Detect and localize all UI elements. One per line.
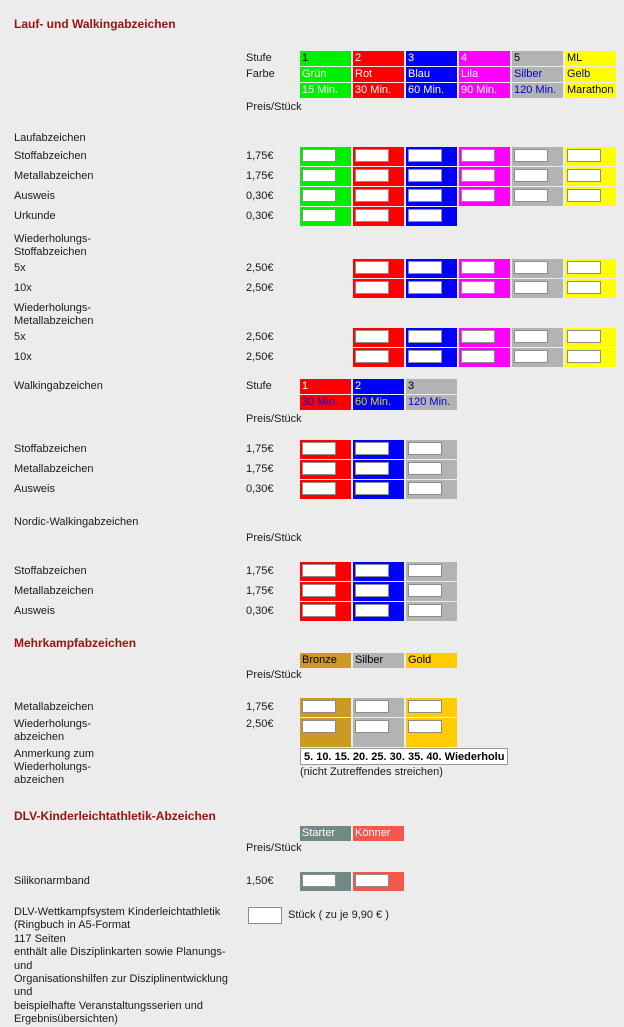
- price-label: 2,50€: [246, 351, 274, 363]
- header-cell: Starter: [300, 826, 351, 841]
- row-label: Ausweis: [14, 483, 55, 495]
- lauf-stufe-cells: [300, 51, 616, 66]
- header-cell: ML: [565, 51, 616, 66]
- quantity-input[interactable]: [355, 169, 389, 182]
- header-cell: Silber: [512, 67, 563, 82]
- wettkampfsystem-description: [14, 906, 246, 1027]
- blue-color-cell: [353, 602, 404, 621]
- price-label: 0,30€: [246, 483, 274, 495]
- quantity-input[interactable]: [567, 189, 601, 202]
- quantity-input[interactable]: [408, 261, 442, 274]
- quantity-input[interactable]: [302, 482, 336, 495]
- silver-color-cell: [353, 698, 404, 717]
- unit-price-label: Stück ( zu je 9,90 € ): [288, 909, 389, 921]
- silver-color-cell: [512, 167, 563, 186]
- row-label-line: abzeichen: [14, 731, 65, 743]
- header-cell: Silber: [353, 653, 404, 668]
- header-cell: 4: [459, 51, 510, 66]
- subheading-laufabzeichen: Laufabzeichen: [14, 132, 86, 144]
- price-label: 1,75€: [246, 170, 274, 182]
- silver-color-cell: [406, 440, 457, 459]
- blue-color-cell: [353, 460, 404, 479]
- green-color-cell: [300, 167, 351, 186]
- anmerkung-input[interactable]: [300, 748, 508, 765]
- quantity-input[interactable]: [514, 169, 548, 182]
- quantity-cells: [300, 460, 457, 479]
- description-line: enthält alle Disziplinkarten sowie Planungs- und: [14, 946, 226, 972]
- blue-color-cell: [406, 348, 457, 367]
- quantity-input[interactable]: [408, 604, 442, 617]
- price-label: 1,75€: [246, 701, 274, 713]
- silver-color-cell: [512, 328, 563, 347]
- magenta-color-cell: [459, 167, 510, 186]
- quantity-input[interactable]: [514, 281, 548, 294]
- yellow-color-cell: [565, 167, 616, 186]
- silver-color-cell: [512, 259, 563, 278]
- quantity-input[interactable]: [514, 350, 548, 363]
- preis-stueck-label: Preis/Stück: [246, 532, 302, 544]
- anmerkung-label-line: Wiederholungs-: [14, 761, 92, 773]
- price-label: 1,75€: [246, 585, 274, 597]
- order-row-nordic-stoff: [14, 562, 624, 581]
- quantity-input[interactable]: [514, 330, 548, 343]
- price-label: 0,30€: [246, 605, 274, 617]
- yellow-color-cell: [565, 279, 616, 298]
- green-color-cell: [300, 207, 351, 226]
- blue-color-cell: [353, 562, 404, 581]
- walking-header-row-zeit: [14, 395, 624, 410]
- yellow-color-cell: [565, 187, 616, 206]
- quantity-cells: [353, 348, 616, 367]
- quantity-cells: [300, 582, 457, 601]
- quantity-cells: [300, 440, 457, 459]
- quantity-input[interactable]: [302, 720, 336, 733]
- quantity-cells: [300, 207, 457, 226]
- quantity-cells: [300, 147, 616, 166]
- order-row-mehrkampf-wdh: [14, 718, 624, 747]
- blue-color-cell: [406, 328, 457, 347]
- header-cell: 120 Min.: [512, 83, 563, 98]
- quantity-input[interactable]: [461, 169, 495, 182]
- quantity-input[interactable]: [514, 189, 548, 202]
- silver-color-cell: [512, 348, 563, 367]
- order-row-wdh-metall-10x: [14, 348, 624, 367]
- quantity-input[interactable]: [408, 350, 442, 363]
- header-cell: Marathon: [565, 83, 616, 98]
- gold-color-cell: [406, 718, 457, 747]
- anmerkung-label-line: abzeichen: [14, 774, 65, 786]
- quantity-cells: [300, 562, 457, 581]
- blue-color-cell: [406, 207, 457, 226]
- order-row-urkunde: [14, 207, 624, 226]
- order-row-walking-stoff: [14, 440, 624, 459]
- quantity-input[interactable]: [302, 462, 336, 475]
- description-line: Organisationshilfen zur Disziplinentwicklung und: [14, 973, 228, 999]
- row-label: 10x: [14, 351, 32, 363]
- bronze-color-cell: [300, 698, 351, 717]
- quantity-input[interactable]: [461, 330, 495, 343]
- wettkampfsystem-row: [14, 906, 624, 1027]
- quantity-input[interactable]: [567, 350, 601, 363]
- lauf-header-row-zeit: [14, 83, 624, 98]
- red-color-cell: [300, 602, 351, 621]
- quantity-input[interactable]: [302, 584, 336, 597]
- silver-color-cell: [406, 602, 457, 621]
- price-label: 2,50€: [246, 282, 274, 294]
- price-label: 1,75€: [246, 443, 274, 455]
- quantity-input[interactable]: [355, 261, 389, 274]
- quantity-input[interactable]: [567, 149, 601, 162]
- quantity-input[interactable]: [302, 700, 336, 713]
- gold-color-cell: [406, 698, 457, 717]
- description-line: beispielhafte Veranstaltungsserien und: [14, 999, 203, 1012]
- price-label: 2,50€: [246, 718, 274, 730]
- row-label: 5x: [14, 262, 26, 274]
- quantity-input[interactable]: [355, 189, 389, 202]
- quantity-input[interactable]: [567, 261, 601, 274]
- anmerkung-row: [14, 748, 624, 787]
- row-label: Silikonarmband: [14, 875, 90, 887]
- row-label: Stoffabzeichen: [14, 443, 87, 455]
- price-label: 1,75€: [246, 150, 274, 162]
- order-row-walking-metall: [14, 460, 624, 479]
- header-cell: 60 Min.: [406, 83, 457, 98]
- order-row-silikonarmband: [14, 872, 624, 891]
- mehrkampf-preis-row: [14, 669, 624, 682]
- lauf-farbe-cells: [300, 67, 616, 82]
- nordic-preis-row: [14, 532, 624, 545]
- order-row-walking-ausweis: [14, 480, 624, 499]
- row-label: Metallabzeichen: [14, 701, 94, 713]
- quantity-cells: [300, 187, 616, 206]
- red-color-cell: [353, 207, 404, 226]
- quantity-input[interactable]: [461, 189, 495, 202]
- order-row-wdh-metall-5x: [14, 328, 624, 347]
- yellow-color-cell: [565, 348, 616, 367]
- quantity-input[interactable]: [355, 330, 389, 343]
- quantity-input[interactable]: [408, 584, 442, 597]
- red-color-cell: [300, 460, 351, 479]
- header-cell: 30 Min.: [300, 395, 351, 410]
- header-cell: Rot: [353, 67, 404, 82]
- stufe-label: Stufe: [246, 380, 272, 392]
- stufe-label: Stufe: [246, 52, 272, 64]
- quantity-input[interactable]: [514, 149, 548, 162]
- kinder-header-row: [14, 826, 624, 841]
- price-label: 1,75€: [246, 565, 274, 577]
- price-label: 2,50€: [246, 262, 274, 274]
- red-color-cell: [300, 582, 351, 601]
- description-line: (Ringbuch in A5-Format: [14, 919, 131, 932]
- spacer: [14, 682, 624, 698]
- header-cell: Gelb: [565, 67, 616, 82]
- quantity-input[interactable]: [355, 604, 389, 617]
- quantity-input[interactable]: [248, 907, 282, 924]
- red-color-cell: [353, 348, 404, 367]
- red-color-cell: [353, 147, 404, 166]
- preis-stueck-label: Preis/Stück: [246, 669, 302, 681]
- quantity-cells: [353, 259, 616, 278]
- spacer: [14, 545, 624, 562]
- quantity-input[interactable]: [461, 281, 495, 294]
- header-cell: Grün: [300, 67, 351, 82]
- header-cell: 1: [300, 51, 351, 66]
- header-cell: 3: [406, 51, 457, 66]
- row-label: Metallabzeichen: [14, 585, 94, 597]
- blue-color-cell: [406, 259, 457, 278]
- quantity-input[interactable]: [567, 330, 601, 343]
- red-color-cell: [300, 562, 351, 581]
- description-line: Ergebnisübersichten): [14, 1013, 118, 1026]
- header-cell: Könner: [353, 826, 404, 841]
- header-cell: Bronze: [300, 653, 351, 668]
- header-cell: 90 Min.: [459, 83, 510, 98]
- silver-color-cell: [512, 147, 563, 166]
- yellow-color-cell: [565, 259, 616, 278]
- section-title-mehrkampf: Mehrkampfabzeichen: [14, 636, 137, 650]
- header-cell: 60 Min.: [353, 395, 404, 410]
- description-line: 117 Seiten: [14, 932, 66, 945]
- quantity-input[interactable]: [302, 209, 336, 222]
- quantity-input[interactable]: [355, 720, 389, 733]
- magenta-color-cell: [459, 187, 510, 206]
- preis-stueck-label: Preis/Stück: [246, 842, 302, 854]
- header-cell: 2: [353, 379, 404, 394]
- quantity-input[interactable]: [302, 189, 336, 202]
- walking-stufe-cells: [300, 379, 457, 394]
- silver-color-cell: [353, 718, 404, 747]
- walking-header-row-stufe: [14, 379, 624, 394]
- row-label: Urkunde: [14, 210, 56, 222]
- subheading-line: Wiederholungs-: [14, 233, 92, 245]
- price-label: 0,30€: [246, 210, 274, 222]
- bronze-color-cell: [300, 718, 351, 747]
- quantity-input[interactable]: [355, 482, 389, 495]
- anmerkung-label-line: Anmerkung zum: [14, 748, 95, 760]
- silver-color-cell: [512, 187, 563, 206]
- quantity-cells: [353, 279, 616, 298]
- blue-color-cell: [353, 440, 404, 459]
- silver-color-cell: [406, 582, 457, 601]
- magenta-color-cell: [459, 328, 510, 347]
- red-color-cell: [300, 480, 351, 499]
- quantity-input[interactable]: [408, 330, 442, 343]
- quantity-input[interactable]: [461, 350, 495, 363]
- header-cell: 5: [512, 51, 563, 66]
- blue-color-cell: [353, 582, 404, 601]
- quantity-cells: [300, 480, 457, 499]
- section-title-kinder: DLV-Kinderleichtathletik-Abzeichen: [14, 809, 216, 823]
- silver-color-cell: [406, 480, 457, 499]
- kinder-header-cells: [300, 826, 404, 841]
- row-label: Stoffabzeichen: [14, 565, 87, 577]
- row-label-line: Wiederholungs-: [14, 718, 92, 730]
- quantity-input[interactable]: [302, 874, 336, 887]
- subheading-wdh-stoffabzeichen: [14, 233, 624, 259]
- quantity-input[interactable]: [408, 149, 442, 162]
- quantity-cells: [353, 328, 616, 347]
- koenner-color-cell: [353, 872, 404, 891]
- header-cell: Blau: [406, 67, 457, 82]
- red-color-cell: [353, 328, 404, 347]
- yellow-color-cell: [565, 147, 616, 166]
- wettkampfsystem-order-field: [246, 906, 389, 925]
- header-cell: 1: [300, 379, 351, 394]
- quantity-input[interactable]: [461, 149, 495, 162]
- red-color-cell: [353, 167, 404, 186]
- quantity-input[interactable]: [355, 442, 389, 455]
- lauf-header-row-stufe: [14, 51, 624, 66]
- header-cell: 30 Min.: [353, 83, 404, 98]
- subheading-line: Stoffabzeichen: [14, 246, 87, 258]
- red-color-cell: [300, 440, 351, 459]
- quantity-input[interactable]: [355, 584, 389, 597]
- header-cell: Lila: [459, 67, 510, 82]
- row-label: Stoffabzeichen: [14, 150, 87, 162]
- quantity-cells: [300, 698, 457, 717]
- quantity-input[interactable]: [408, 442, 442, 455]
- quantity-cells: [300, 167, 616, 186]
- quantity-input[interactable]: [567, 281, 601, 294]
- quantity-input[interactable]: [408, 462, 442, 475]
- silver-color-cell: [512, 279, 563, 298]
- quantity-input[interactable]: [408, 281, 442, 294]
- subheading-line: Metallabzeichen: [14, 315, 94, 327]
- lauf-zeit-cells: [300, 83, 616, 98]
- magenta-color-cell: [459, 348, 510, 367]
- quantity-input[interactable]: [408, 482, 442, 495]
- quantity-cells: [300, 602, 457, 621]
- farbe-label: Farbe: [246, 68, 275, 80]
- quantity-input[interactable]: [408, 209, 442, 222]
- red-color-cell: [353, 279, 404, 298]
- subheading-wdh-metallabzeichen: [14, 302, 624, 328]
- silver-color-cell: [406, 460, 457, 479]
- quantity-input[interactable]: [355, 281, 389, 294]
- header-cell: 2: [353, 51, 404, 66]
- walking-label: Walkingabzeichen: [14, 380, 103, 392]
- green-color-cell: [300, 187, 351, 206]
- header-cell: 3: [406, 379, 457, 394]
- quantity-input[interactable]: [461, 261, 495, 274]
- quantity-input[interactable]: [355, 564, 389, 577]
- section-title-lauf: Lauf- und Walkingabzeichen: [14, 17, 176, 31]
- red-color-cell: [353, 187, 404, 206]
- subheading-line: Wiederholungs-: [14, 302, 92, 314]
- lauf-preis-row: [14, 101, 624, 114]
- quantity-input[interactable]: [408, 564, 442, 577]
- quantity-input[interactable]: [355, 874, 389, 887]
- order-row-metallabzeichen: [14, 167, 624, 186]
- blue-color-cell: [406, 279, 457, 298]
- preis-stueck-label: Preis/Stück: [246, 101, 302, 113]
- quantity-input[interactable]: [408, 189, 442, 202]
- magenta-color-cell: [459, 279, 510, 298]
- row-label: Ausweis: [14, 605, 55, 617]
- quantity-input[interactable]: [408, 700, 442, 713]
- red-color-cell: [353, 259, 404, 278]
- anmerkung-note: (nicht Zutreffendes streichen): [300, 766, 443, 778]
- spacer: [14, 855, 624, 872]
- order-row-wdh-stoff-5x: [14, 259, 624, 278]
- quantity-input[interactable]: [355, 350, 389, 363]
- quantity-input[interactable]: [567, 169, 601, 182]
- walking-preis-row: [14, 413, 624, 426]
- quantity-input[interactable]: [355, 209, 389, 222]
- order-row-stoffabzeichen: [14, 147, 624, 166]
- walking-zeit-cells: [300, 395, 457, 410]
- price-label: 0,30€: [246, 190, 274, 202]
- order-row-nordic-metall: [14, 582, 624, 601]
- row-label: Metallabzeichen: [14, 170, 94, 182]
- quantity-input[interactable]: [514, 261, 548, 274]
- subheading-nordic: Nordic-Walkingabzeichen: [14, 516, 139, 528]
- quantity-input[interactable]: [355, 462, 389, 475]
- anmerkung-label: [14, 748, 246, 787]
- quantity-input[interactable]: [408, 169, 442, 182]
- lauf-header-row-farbe: [14, 67, 624, 82]
- kinder-preis-row: [14, 842, 624, 855]
- row-label: Metallabzeichen: [14, 463, 94, 475]
- order-row-mehrkampf-metall: [14, 698, 624, 717]
- header-cell: 15 Min.: [300, 83, 351, 98]
- silver-color-cell: [406, 562, 457, 581]
- description-line: DLV-Wettkampfsystem Kinderleichtathletik: [14, 906, 221, 918]
- order-row-ausweis: [14, 187, 624, 206]
- quantity-input[interactable]: [355, 149, 389, 162]
- quantity-input[interactable]: [302, 169, 336, 182]
- quantity-input[interactable]: [355, 700, 389, 713]
- price-label: 1,75€: [246, 463, 274, 475]
- yellow-color-cell: [565, 328, 616, 347]
- magenta-color-cell: [459, 259, 510, 278]
- quantity-input[interactable]: [302, 442, 336, 455]
- row-label: Ausweis: [14, 190, 55, 202]
- quantity-input[interactable]: [302, 149, 336, 162]
- blue-color-cell: [406, 167, 457, 186]
- price-label: 1,50€: [246, 875, 274, 887]
- mehrkampf-header-cells: [300, 653, 457, 668]
- row-label: 10x: [14, 282, 32, 294]
- blue-color-cell: [353, 480, 404, 499]
- blue-color-cell: [406, 187, 457, 206]
- row-label: 5x: [14, 331, 26, 343]
- starter-color-cell: [300, 872, 351, 891]
- header-cell: Gold: [406, 653, 457, 668]
- quantity-input[interactable]: [408, 720, 442, 733]
- preis-stueck-label: Preis/Stück: [246, 413, 302, 425]
- quantity-input[interactable]: [302, 604, 336, 617]
- price-label: 2,50€: [246, 331, 274, 343]
- quantity-cells: [300, 872, 404, 891]
- order-row-wdh-stoff-10x: [14, 279, 624, 298]
- order-row-nordic-ausweis: [14, 602, 624, 621]
- mehrkampf-header-row: [14, 653, 624, 668]
- header-cell: 120 Min.: [406, 395, 457, 410]
- quantity-input[interactable]: [302, 564, 336, 577]
- green-color-cell: [300, 147, 351, 166]
- magenta-color-cell: [459, 147, 510, 166]
- quantity-cells: [300, 718, 457, 747]
- blue-color-cell: [406, 147, 457, 166]
- row-label: [14, 718, 246, 744]
- spacer: [14, 426, 624, 440]
- anmerkung-field-block: [300, 748, 508, 780]
